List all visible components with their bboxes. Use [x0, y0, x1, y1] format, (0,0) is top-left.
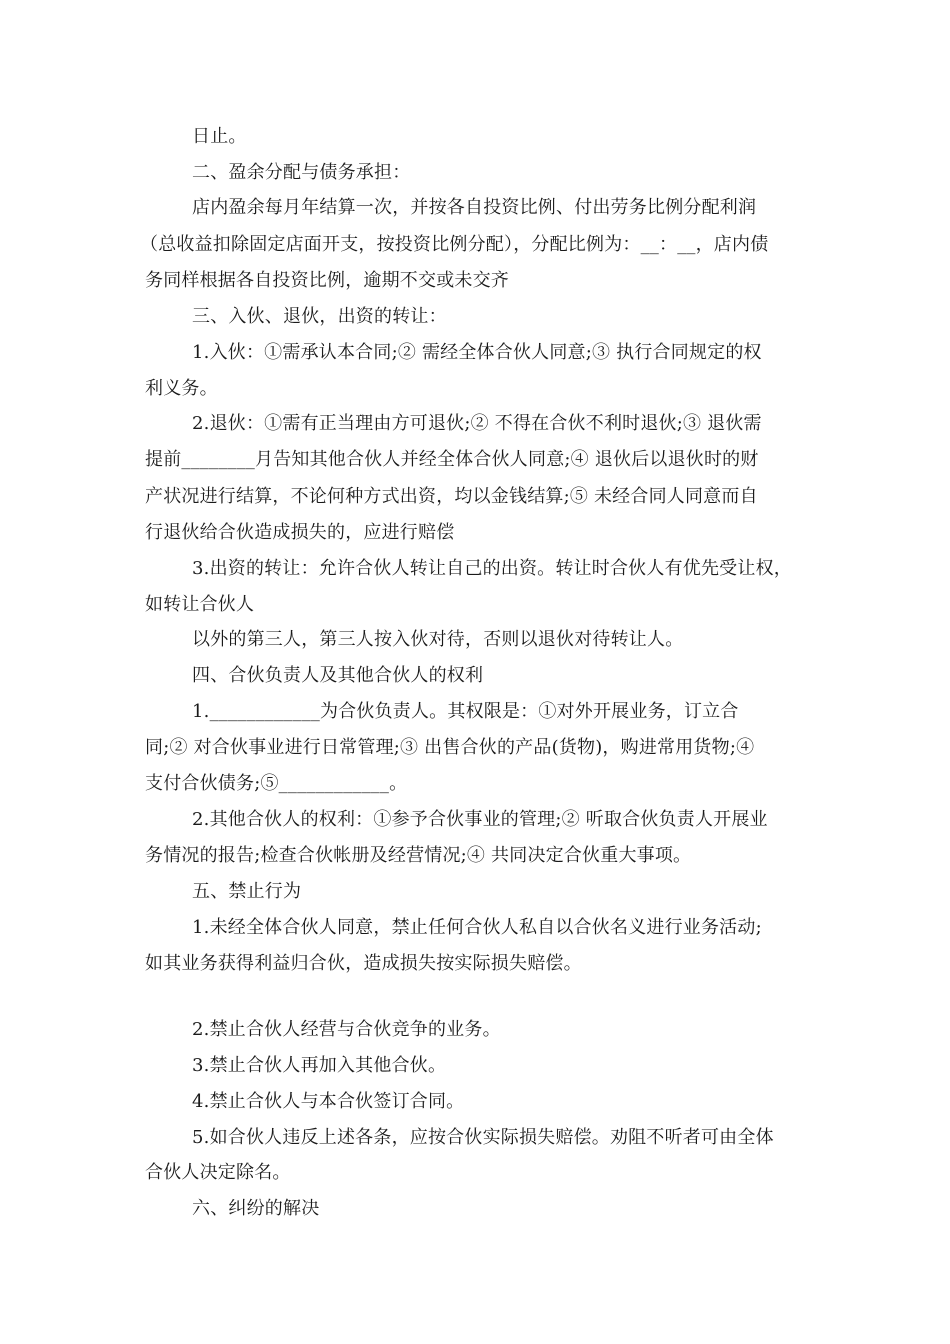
text-line: 以外的第三人，第三人按入伙对待，否则以退伙对待转让人。	[192, 629, 684, 650]
section-heading: 四、合伙负责人及其他合伙人的权利	[192, 665, 484, 686]
text-line: 务同样根据各自投资比例，逾期不交或未交齐	[145, 270, 509, 291]
text-line: 店内盈余每月年结算一次，并按各自投资比例、付出劳务比例分配利润	[192, 197, 757, 218]
text-line: 1.入伙：①需承认本合同;② 需经全体合伙人同意;③ 执行合同规定的权	[192, 342, 762, 363]
text-line: 1.未经全体合伙人同意，禁止任何合伙人私自以合伙名义进行业务活动;	[192, 917, 762, 938]
section-heading: 二、盈余分配与债务承担：	[192, 162, 411, 183]
section-heading: 五、禁止行为	[192, 881, 302, 902]
text-line: 5.如合伙人违反上述各条，应按合伙实际损失赔偿。劝阻不听者可由全体	[192, 1127, 774, 1148]
text-line: 2.退伙：①需有正当理由方可退伙;② 不得在合伙不利时退伙;③ 退伙需	[192, 413, 762, 434]
text-line: 2.其他合伙人的权利：①参予合伙事业的管理;② 听取合伙负责人开展业	[192, 809, 768, 830]
text-line: 3.禁止合伙人再加入其他合伙。	[192, 1055, 447, 1076]
text-line: 产状况进行结算，不论何种方式出资，均以金钱结算;⑤ 未经合同人同意而自	[145, 486, 758, 507]
text-line: 2.禁止合伙人经营与合伙竞争的业务。	[192, 1019, 501, 1040]
text-line: 3.出资的转让：允许合伙人转让自己的出资。转让时合伙人有优先受让权，	[192, 558, 792, 579]
text-line: 日止。	[192, 126, 247, 147]
text-line: 务情况的报告;检查合伙帐册及经营情况;④ 共同决定合伙重大事项。	[145, 845, 692, 866]
text-line: 如其业务获得利益归合伙，造成损失按实际损失赔偿。	[145, 953, 582, 974]
text-line: 同;② 对合伙事业进行日常管理;③ 出售合伙的产品(货物)，购进常用货物;④	[145, 737, 755, 758]
section-heading: 三、入伙、退伙，出资的转让：	[192, 306, 447, 327]
text-line: 支付合伙债务;⑤____________。	[145, 773, 408, 794]
text-line: 提前________月告知其他合伙人并经全体合伙人同意;④ 退伙后以退伙时的财	[145, 449, 759, 470]
text-line: 1.____________为合伙负责人。其权限是：①对外开展业务，订立合	[192, 701, 739, 722]
text-line: 利义务。	[145, 378, 218, 399]
text-line: 如转让合伙人	[145, 594, 255, 615]
text-line: 合伙人决定除名。	[145, 1162, 291, 1183]
text-line: 行退伙给合伙造成损失的，应进行赔偿	[145, 522, 455, 543]
section-heading: 六、纠纷的解决	[192, 1198, 320, 1219]
text-line: （总收益扣除固定店面开支，按投资比例分配），分配比例为：__：__，店内债	[140, 234, 769, 255]
text-line: 4.禁止合伙人与本合伙签订合同。	[192, 1091, 465, 1112]
